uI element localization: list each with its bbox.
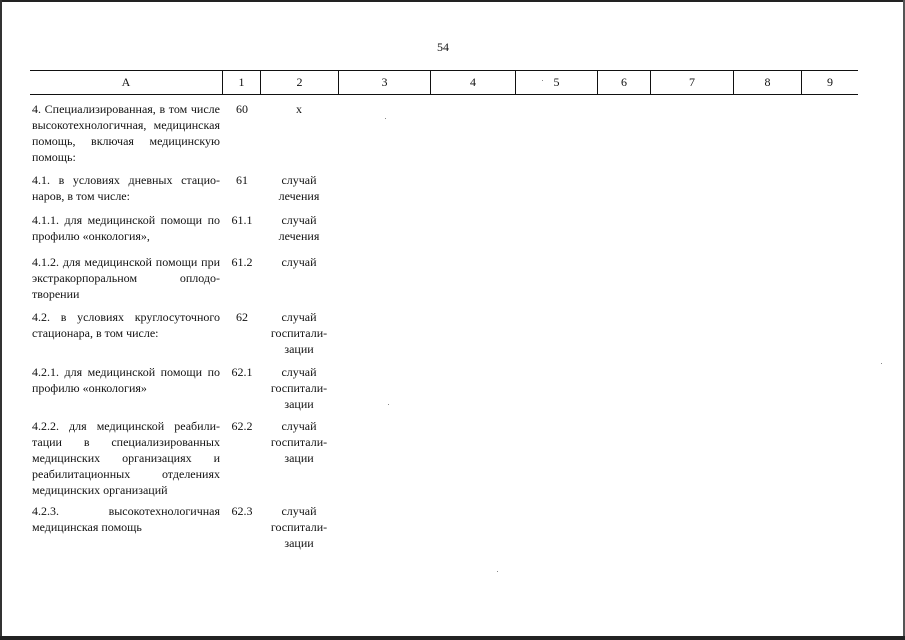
column-header-7: 7: [689, 75, 695, 89]
row-label: 4.2.1. для медицинской помощи по профилю «онкология»: [32, 365, 220, 395]
column-header-4: 4: [470, 75, 476, 89]
row-label: 4.1.2. для медицинской помощи при экстракорпоральном оплодо-творении: [32, 255, 220, 301]
row-code: 61.1: [231, 213, 253, 227]
scan-speck: [385, 118, 386, 119]
row-label: 4.1.1. для медицинской помощи по профилю «онкология»,: [32, 213, 220, 243]
page-number: 54: [437, 40, 449, 54]
row-unit: х: [296, 102, 302, 116]
row-unit: случай госпитали- зации: [270, 365, 328, 411]
row-code: 60: [236, 102, 248, 116]
row-unit: случай: [281, 255, 317, 269]
column-header-9: 9: [827, 75, 833, 89]
scan-speck: [881, 363, 882, 364]
scan-speck: [497, 571, 498, 572]
scan-border-left: [0, 0, 2, 640]
row-label: 4.2.2. для медицинской реабили-тации в специализированных медицинских организациях и реабилитационных отделениях медицинских организаций: [32, 419, 220, 497]
row-label: 4.2.3. высокотехнологичная медицинская помощь: [32, 504, 220, 534]
row-code: 61: [236, 173, 248, 187]
column-header-6: 6: [621, 75, 627, 89]
row-unit: случай госпитали- зации: [270, 310, 328, 356]
row-code: 62: [236, 310, 248, 324]
row-unit: случай лечения: [278, 213, 320, 243]
row-unit: случай лечения: [278, 173, 320, 203]
scan-speck: [542, 80, 543, 81]
row-code: 62.2: [231, 419, 253, 433]
column-header-a: А: [121, 75, 131, 89]
row-label: 4.1. в условиях дневных стацио-наров, в том числе:: [32, 173, 220, 203]
column-header-8: 8: [764, 75, 771, 89]
scan-border-top: [0, 0, 905, 2]
row-unit: случай госпитали- зации: [270, 504, 328, 550]
row-code: 62.3: [231, 504, 253, 518]
scan-border-bottom: [0, 636, 905, 640]
row-code: 61.2: [231, 255, 253, 269]
column-header-5: 5: [553, 75, 560, 89]
column-header-2: 2: [296, 75, 303, 89]
scan-speck: [388, 404, 389, 405]
row-code: 62.1: [231, 365, 253, 379]
row-label: 4.2. в условиях круглосуточного стационара, в том числе:: [32, 310, 220, 340]
row-label: 4. Специализированная, в том числе высокотехнологичная, медицинская помощь, включая медицинскую помощь:: [32, 102, 220, 164]
column-header-1: 1: [238, 75, 245, 89]
row-unit: случай госпитали- зации: [270, 419, 328, 465]
column-header-3: 3: [381, 75, 388, 89]
